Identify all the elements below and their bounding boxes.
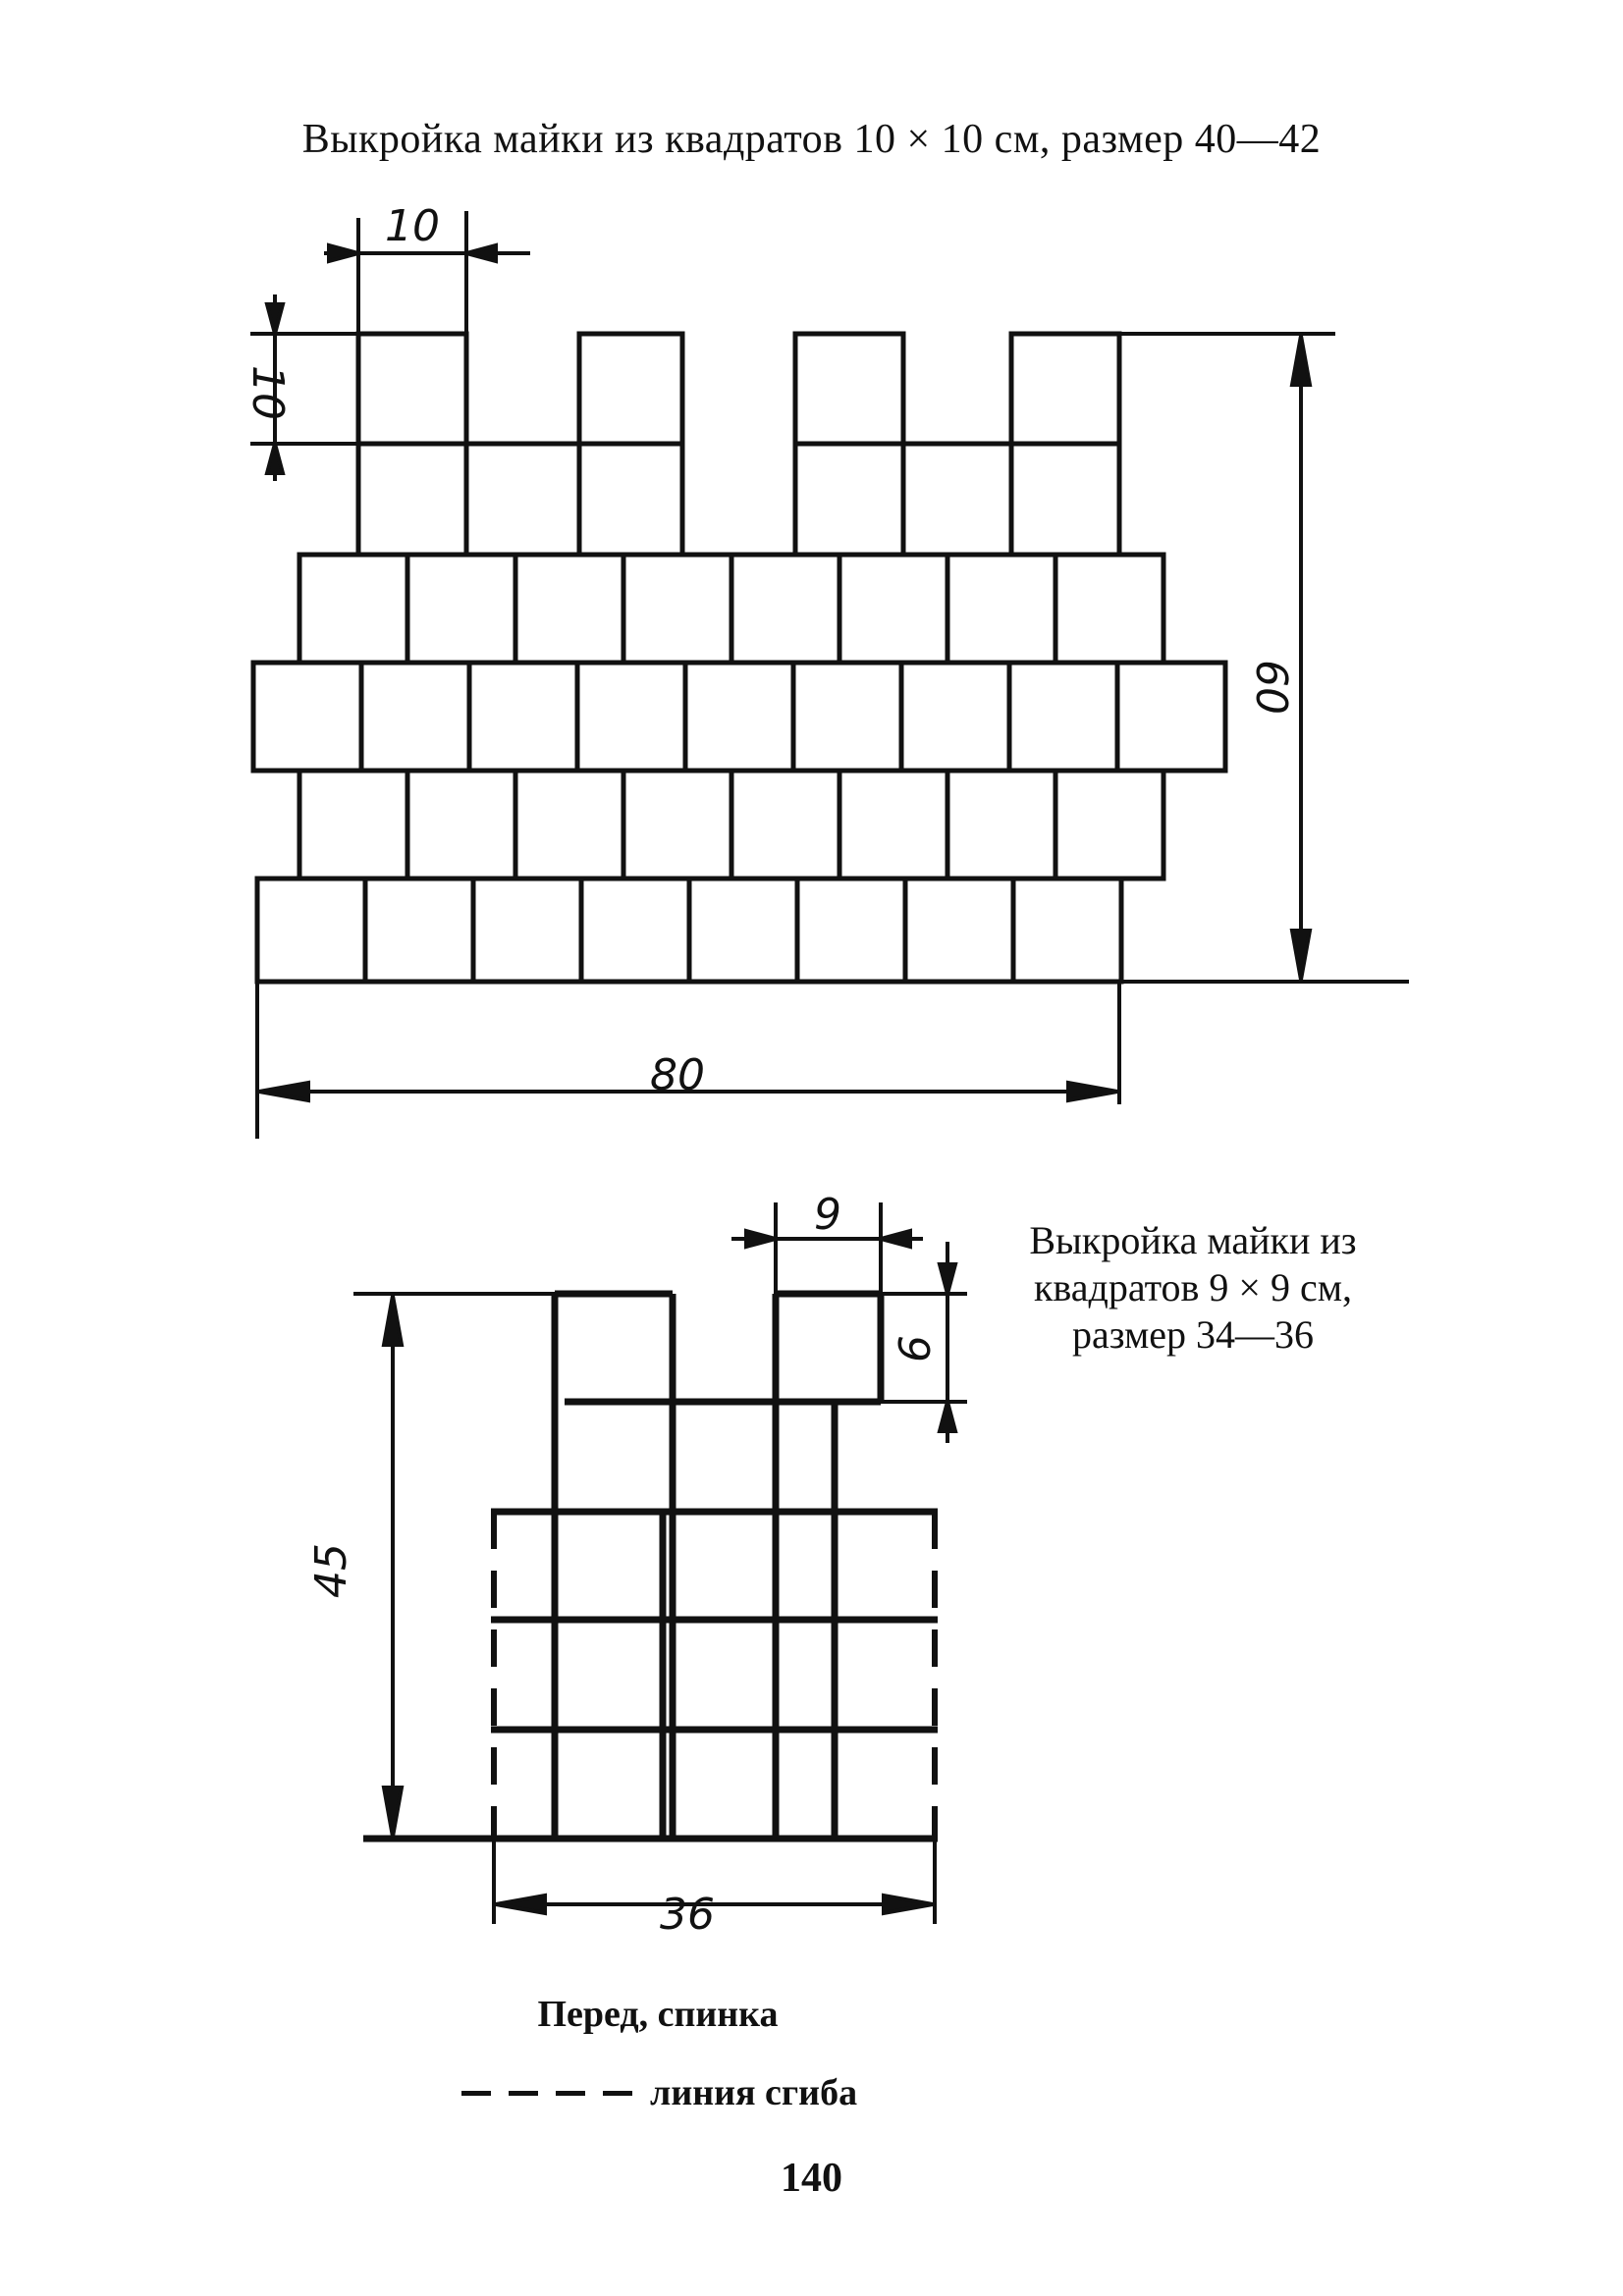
dim-height-label: 60: [1246, 660, 1296, 715]
pattern-square: [407, 771, 515, 879]
pattern-square: [685, 663, 793, 771]
pattern-square: [407, 555, 515, 663]
pattern-square: [361, 663, 469, 771]
pattern-square: [947, 771, 1055, 879]
pattern-square: [839, 555, 947, 663]
page-number: 140: [781, 2156, 842, 2201]
pattern-square: [1055, 771, 1163, 879]
dash-icon: [603, 2091, 632, 2096]
caption-line: размер 34—36: [1071, 1312, 1315, 1357]
dash-icon: [509, 2091, 538, 2096]
dim-square-height-label: 10: [243, 365, 293, 420]
pattern-square: [581, 879, 689, 982]
caption-line: Выкройка майки из: [1029, 1218, 1357, 1262]
page-title: Выкройка майки из квадратов 10 × 10 см, размер 40—42: [301, 117, 1322, 162]
pattern-square: [731, 555, 839, 663]
caption-small-pattern: [982, 1217, 1404, 1359]
dim36-label: 36: [660, 1890, 715, 1940]
pattern-square: [299, 771, 407, 879]
pattern-square: [257, 879, 365, 982]
pattern-square: [299, 555, 407, 663]
pattern-square: [473, 879, 581, 982]
pattern-square: [623, 555, 731, 663]
pattern-square: [797, 879, 905, 982]
dash-icon: [556, 2091, 585, 2096]
legend-fold-line: [461, 2071, 857, 2114]
pattern-square: [689, 879, 797, 982]
pattern-square: [515, 555, 623, 663]
pattern-square: [577, 663, 685, 771]
pattern-square: [365, 879, 473, 982]
pattern-square: [623, 771, 731, 879]
dim9-height-label: 9: [888, 1335, 938, 1362]
pattern-square: [469, 663, 577, 771]
legend-text: линия сгиба: [650, 2072, 858, 2113]
pattern-square: [793, 663, 901, 771]
pattern-square: [253, 663, 361, 771]
pattern-square: [1055, 555, 1163, 663]
pattern-square: [839, 771, 947, 879]
dim9-width-label: 9: [814, 1190, 841, 1240]
front-back-label: Перед, спинка: [537, 1994, 779, 2035]
dim-square-width-label: 10: [385, 201, 440, 251]
pattern-square: [1009, 663, 1117, 771]
pattern-square: [905, 879, 1013, 982]
dim45-label: 45: [306, 1543, 356, 1598]
pattern-square: [1117, 663, 1225, 771]
pattern-square: [947, 555, 1055, 663]
pattern-square: [731, 771, 839, 879]
pattern-square: [515, 771, 623, 879]
caption-line: квадратов 9 × 9 см,: [1033, 1265, 1353, 1309]
pattern-square: [1013, 879, 1121, 982]
dash-icon: [461, 2091, 491, 2096]
pattern-square: [901, 663, 1009, 771]
dim-width-label: 80: [650, 1050, 705, 1100]
